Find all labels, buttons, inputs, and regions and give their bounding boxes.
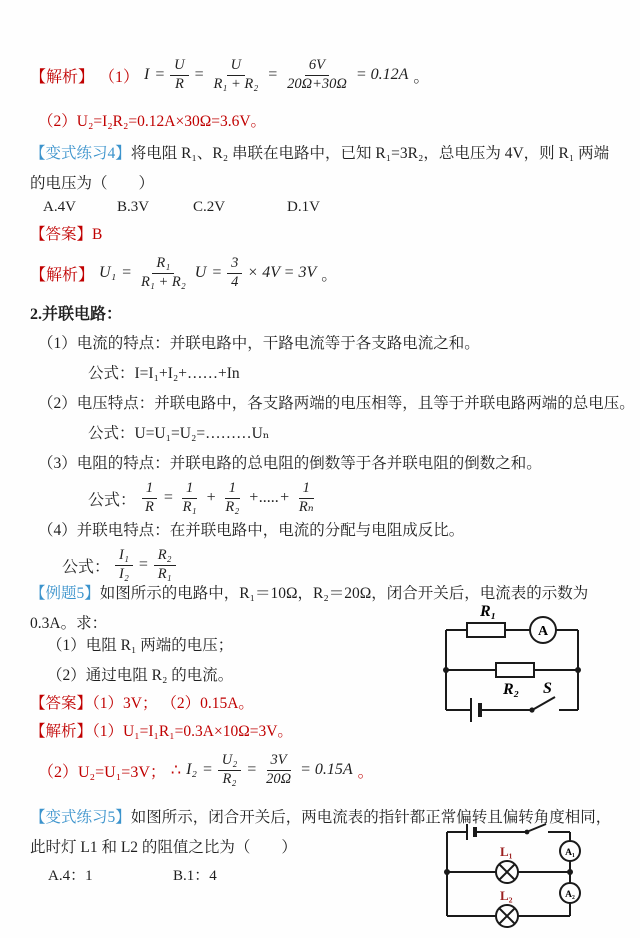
fraction: $\frac{\text{U₂}}{\text{R₂}}$ xyxy=(218,752,242,788)
r1-label: R₁ xyxy=(480,603,497,620)
fraction: $\frac{1}{\text{R₁}}$ xyxy=(182,480,197,515)
formula-label: 公式： xyxy=(62,558,111,576)
parallel-point2: （2）电压特点：并联电路中，各支路两端的电压相等，且等于并联电路两端的总电压。 xyxy=(38,395,635,412)
equals-sign: = xyxy=(121,264,132,281)
solution5-text: （1）U₁=I₁R₁=0.3A×10Ω=3V。 xyxy=(92,723,293,740)
answer4-value: B xyxy=(92,226,103,243)
choice-c: C.2V xyxy=(193,199,226,215)
ammeter-a2-label: A₂ xyxy=(565,890,575,900)
junction-dot xyxy=(567,869,573,875)
period: 。 xyxy=(357,763,374,781)
equals-sign: = xyxy=(154,66,166,83)
equals-sign: = xyxy=(211,264,223,281)
equals-sign: = xyxy=(201,761,213,778)
exercise5-text: 如图所示，闭合开关后，两电流表的指针都正常偏转且偏转角度相同， xyxy=(130,809,612,826)
switch-pivot xyxy=(525,830,530,835)
math-lhs: I xyxy=(144,66,150,83)
period: 。 xyxy=(413,68,430,86)
math-result: = 0.12A xyxy=(355,66,409,83)
parallel-formula1: 公式：I=I₁+I₂+……+In xyxy=(88,365,240,382)
choice-b: B.3V xyxy=(117,199,150,215)
fraction: $\frac{\text{R₁}}{\text{R₁ + R₂}}$ xyxy=(140,255,186,290)
answer-label: 【答案】 xyxy=(30,695,93,712)
junction-dot xyxy=(575,667,581,673)
analysis-label: 【解析】 xyxy=(30,723,93,740)
choice-a: A.4V xyxy=(43,199,76,215)
parallel-formula2: 公式：U=U₁=U₂=………Uₙ xyxy=(88,425,270,442)
math-lhs: I₂ xyxy=(186,761,197,778)
lamp-l1-label: L₁ xyxy=(500,844,513,859)
solution5-part2 xyxy=(38,746,374,794)
solution4b xyxy=(30,249,337,297)
equals-sign: = xyxy=(246,761,258,778)
math-mid: U xyxy=(194,264,207,281)
circuit-diagram-two-lamps xyxy=(438,823,593,938)
math-result: × 4V = 3V xyxy=(247,264,317,281)
answer5-line xyxy=(30,694,254,715)
analysis-label: 【解析】 xyxy=(30,266,95,284)
solution5b-pre: （2）U₂=U₁=3V； xyxy=(38,763,166,781)
solution4-part1 xyxy=(30,52,429,98)
solution5-part1 xyxy=(30,722,293,743)
fraction: $\frac{1}{\text{Rₙ}}$ xyxy=(298,480,314,515)
switch-blade xyxy=(534,697,555,709)
example5-label: 【例题5】 xyxy=(30,585,100,602)
fraction: $\frac{3}{4}$ xyxy=(227,255,242,291)
fraction: $\frac{3V}{20\Omega}$ xyxy=(266,752,292,787)
answer-label: 【答案】 xyxy=(30,226,93,243)
analysis-label: 【解析】 xyxy=(30,68,95,86)
example5-q1: （1）电阻 R₁ 两端的电压； xyxy=(47,637,234,654)
exercise5-label: 【变式练习5】 xyxy=(30,809,131,826)
switch-blade xyxy=(529,824,546,831)
example5-text: 如图所示的电路中，R₁＝10Ω，R₂＝20Ω，闭合开关后，电流表的示数为 xyxy=(99,585,589,602)
exercise4-question xyxy=(30,139,616,199)
example5-line2: 0.3A。求： xyxy=(30,615,108,632)
therefore-sign: ∴ xyxy=(170,762,182,779)
plus-ellipsis: +.....+ xyxy=(248,489,290,506)
equals-sign: = xyxy=(137,556,149,573)
fraction: $\frac{1}{R}$ xyxy=(141,480,158,516)
plus-sign: + xyxy=(205,489,217,506)
fraction: $\frac{U}{\text{R₁ + R₂}}$ xyxy=(213,57,259,92)
equals-sign: = xyxy=(267,66,279,83)
junction-dot xyxy=(444,869,450,875)
r2-label: R₂ xyxy=(503,681,520,698)
parallel-point3: （3）电阻的特点：并联电路的总电阻的倒数等于各并联电阻的倒数之和。 xyxy=(38,455,542,472)
fraction: $\frac{\text{I₁}}{\text{I₂}}$ xyxy=(115,547,133,583)
fraction: $\frac{U}{R}$ xyxy=(170,57,188,93)
switch-label: S xyxy=(543,680,552,697)
choice-b: B.1：4 xyxy=(173,868,217,884)
equals-sign: = xyxy=(162,489,174,506)
lamp-l2-label: L₂ xyxy=(500,888,513,903)
parallel-point1: （1）电流的特点：并联电路中，干路电流等于各支路电流之和。 xyxy=(38,335,480,352)
exercise4-text: 将电阻 R₁、R₂ 串联在电路中，已知 R₁=3R₂，总电压为 4V，则 R₁ 两端的电压为（ ） xyxy=(30,145,610,192)
parallel-point4: （4）并联电特点：在并联电路中，电流的分配与电阻成反比。 xyxy=(38,522,465,539)
resistor-r1 xyxy=(467,623,505,637)
choice-d: D.1V xyxy=(287,199,320,215)
math-lhs: U₁ xyxy=(99,264,117,281)
section-heading: 2.并联电路： xyxy=(30,306,123,323)
period: 。 xyxy=(321,266,338,284)
item-number: （1） xyxy=(99,68,140,86)
example5-q2: （2）通过电阻 R₂ 的电流。 xyxy=(47,667,234,684)
equals-sign: = xyxy=(193,66,205,83)
parallel-formula4 xyxy=(62,543,176,587)
exercise5-line2: 此时灯 L1 和 L2 的阻值之比为（ ） xyxy=(30,839,297,856)
math-result: = 0.15A xyxy=(300,761,353,778)
parallel-formula3 xyxy=(88,476,318,520)
exercise4-label: 【变式练习4】 xyxy=(30,145,131,162)
fraction: $\frac{6V}{20\Omega+30\Omega}$ xyxy=(287,57,347,92)
fraction: $\frac{\text{R₂}}{\text{R₁}}$ xyxy=(154,547,176,583)
resistor-r2 xyxy=(496,663,534,677)
answer5-value: （1）3V； （2）0.15A。 xyxy=(92,695,254,712)
ammeter-label: A xyxy=(537,624,549,639)
answer4-line xyxy=(30,225,102,246)
circuit-diagram-series-parallel xyxy=(423,603,603,743)
example5-line1 xyxy=(30,584,588,605)
junction-dot xyxy=(443,667,449,673)
solution4-part2: （2）U₂=I₂R₂=0.12A×30Ω=3.6V。 xyxy=(38,113,267,130)
ammeter-a1-label: A₁ xyxy=(565,848,575,858)
formula-label: 公式： xyxy=(88,491,137,509)
fraction: $\frac{1}{\text{R₂}}$ xyxy=(225,480,240,515)
choice-a: A.4：1 xyxy=(48,868,93,884)
